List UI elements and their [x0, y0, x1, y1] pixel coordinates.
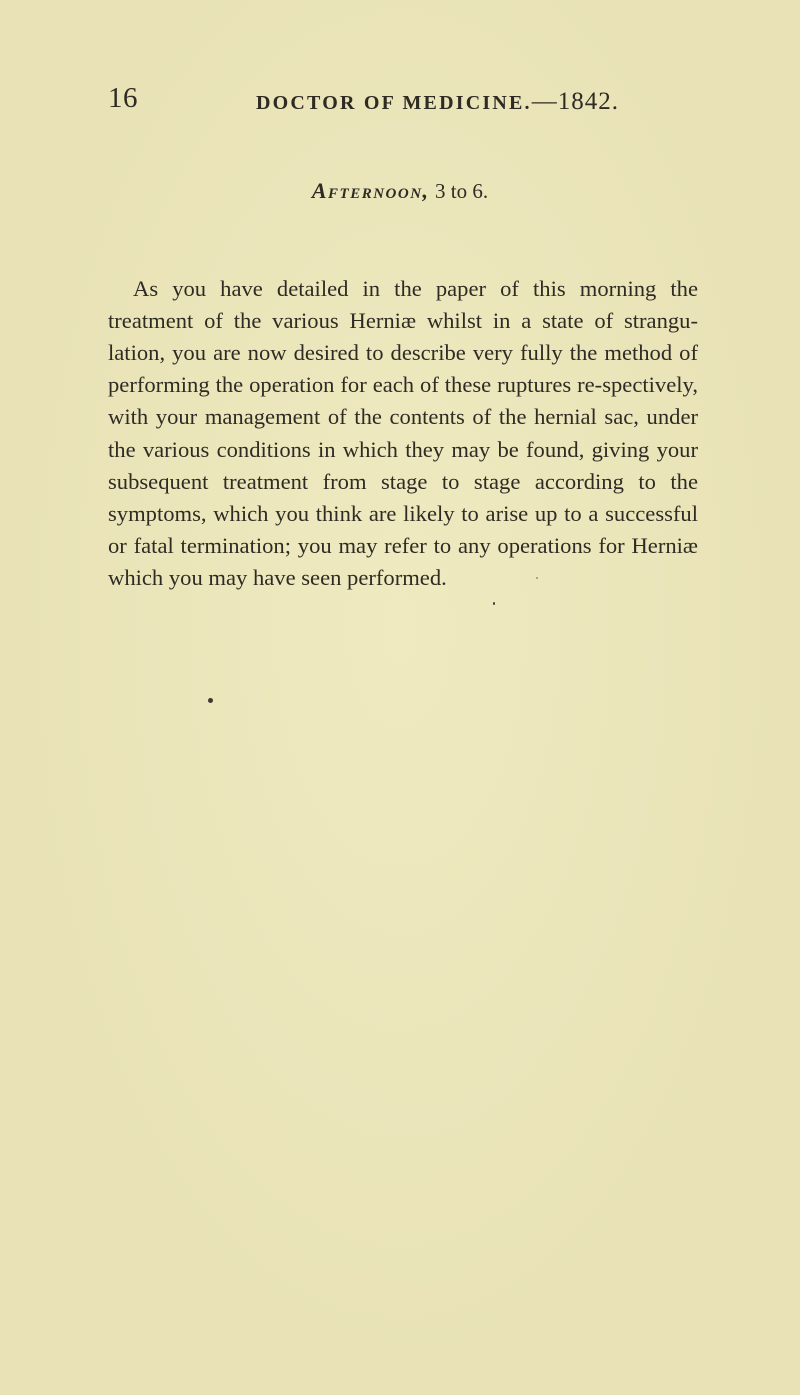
paper-speck [536, 577, 538, 579]
session-time: 3 to 6. [435, 179, 489, 203]
section-heading [0, 178, 800, 204]
running-title-text: DOCTOR OF MEDICINE. [256, 92, 532, 114]
paper-speck [208, 698, 213, 703]
page-number: 16 [108, 82, 138, 114]
paper-speck [493, 602, 495, 605]
running-title-year: —1842. [531, 88, 619, 115]
exam-question-paragraph: As you have detailed in the paper of this morning the treatment of the various Herniæ whilst in a state of strangu-lation, you are now desired to describe very fully the method of performing the operation for each of these ruptures re-spectively, with your management of the contents of the hernial sac, under the various conditions in which they may be found, giving your subsequent treatment from stage to stage according to the symptoms, which you think are likely to arise up to a successful or fatal termination; you may refer to any operations for Herniæ which you may have seen performed. [108, 275, 698, 591]
running-title [256, 88, 619, 116]
session-label: Afternoon, [311, 178, 430, 203]
page-header [108, 82, 698, 122]
